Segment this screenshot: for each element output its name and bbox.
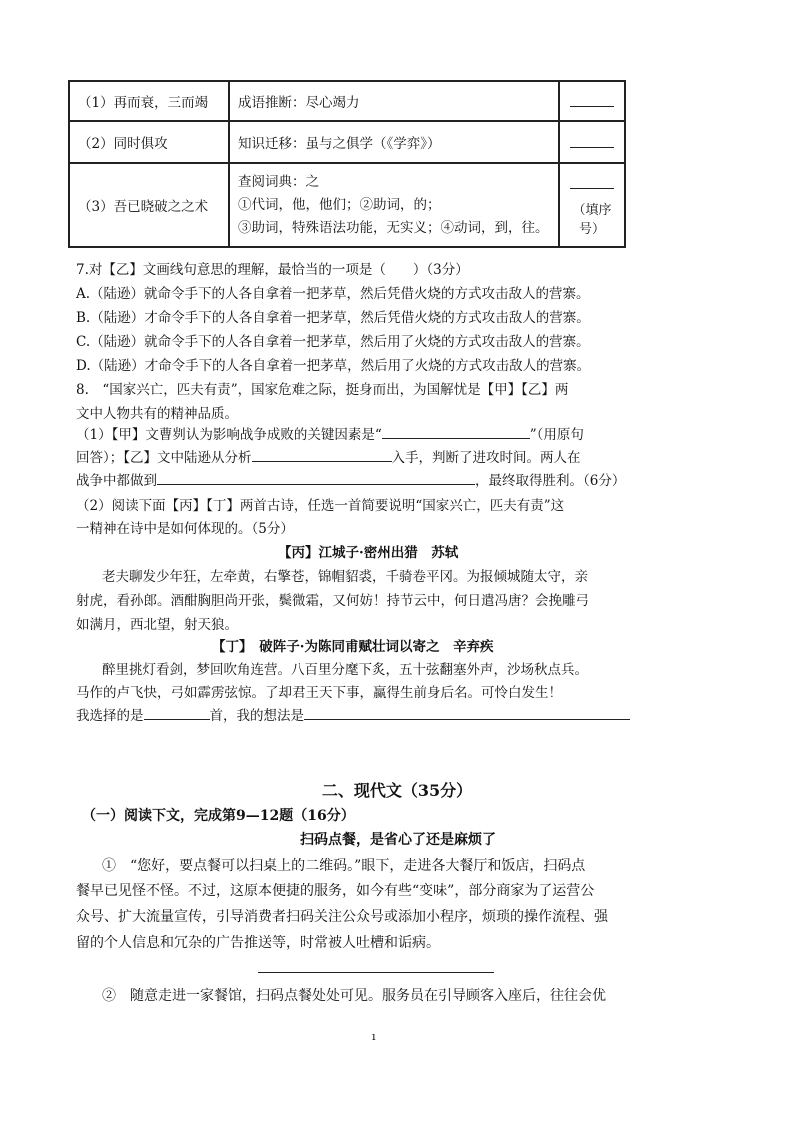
q8-part1-line3: 战争中都做到 ，最终取得胜利。（6分） [76,469,625,489]
word-meaning-table [68,80,626,248]
table-method: 成语推断：尽心竭力 [229,81,559,121]
q7-option-d[interactable]: D.（陆逊）才命令手下的人各自拿着一把茅草，然后用了火烧的方式攻击敌人的营寨。 [76,358,591,374]
q8-part1-line1: （1）【甲】文曹刿认为影响战争成败的关键因素是“ ”（用原句 [76,423,584,443]
q8-part1-line2: 回答）；【乙】文中陆逊从分析 入手，判断了进攻时间。两人在 [76,446,581,466]
table-row [69,163,625,247]
table-phrase: （3）吾已晓破之之术 [69,163,229,247]
q7-stem: 7.对【乙】文画线句意思的理解，最恰当的一项是（ ）（3分） [76,262,469,278]
paragraph-line: ② 随意走进一家餐馆，扫码点餐处处可见。服务员在引导顾客入座后，往往会优 [102,988,606,1004]
subsection-title: （一）阅读下文，完成第9—12题（16分） [82,808,355,824]
table-method: 查阅词典：之 ①代词，他，他们；②助词，的； ③助词，特殊语法功能，无实义；④动词，到，往。 [229,163,559,247]
answer-blank[interactable] [559,163,625,247]
paragraph-line: 留的个人信息和冗杂的广告推送等，时常被人吐槽和诟病。 [76,935,440,951]
q7-option-c[interactable]: C.（陆逊）就命令手下的人各自拿着一把茅草，然后用了火烧的方式攻击敌人的营寨。 [76,334,590,350]
answer-blank[interactable] [559,81,625,121]
section-title: 二、现代文（35分） [321,781,473,800]
q8-part2-line1: （2）阅读下面【丙】【丁】两首古诗，任选一首简要说明“国家兴亡，匹夫有责”这 [76,498,565,514]
poem-bing-line: 如满月，西北望，射天狼。 [76,617,238,633]
table-phrase: （2）同时俱攻 [69,121,229,163]
q7-option-a[interactable]: A.（陆逊）就命令手下的人各自拿着一把茅草，然后凭借火烧的方式攻击敌人的营寨。 [76,286,590,302]
table-row [69,121,625,163]
choice-line: 我选择的是 首，我的想法是 [76,704,630,724]
table-method: 知识迁移：虽与之俱学（《学弈》） [229,121,559,163]
answer-blank[interactable] [382,424,530,439]
poem-ding-line: 马作的卢飞快，弓如霹雳弦惊。了却君王天下事，赢得生前身后名。可怜白发生！ [76,685,562,701]
q8-stem-line1: 8. “国家兴亡，匹夫有责”，国家危难之际，挺身而出，为国解忧是【甲】【乙】两 [76,382,569,398]
q7-option-b[interactable]: B.（陆逊）才命令手下的人各自拿着一把茅草，然后凭借火烧的方式攻击敌人的营寨。 [76,310,590,326]
poem-ding-line: 醉里挑灯看剑，梦回吹角连营。八百里分麾下炙，五十弦翻塞外声，沙场秋点兵。 [102,662,588,678]
poem-ding-title: 【丁】 破阵子·为陈同甫赋壮词以寄之 辛弃疾 [212,639,494,655]
poem-bing-line: 老夫聊发少年狂，左牵黄，右擎苍，锦帽貂裘，千骑卷平冈。为报倾城随太守，亲 [102,569,588,585]
paragraph-line: 餐早已见怪不怪。不过，这原本便捷的服务，如今有些“变味”，部分商家为了运营公 [76,883,595,899]
fill-number-hint: （填序号） [572,202,612,237]
poem-bing-line: 射虎，看孙郎。酒酣胸胆尚开张，鬓微霜，又何妨！持节云中，何日遣冯唐？会挽雕弓 [76,593,589,609]
table-phrase: （1）再而衰，三而竭 [69,81,229,121]
answer-blank[interactable] [144,705,210,720]
article-title: 扫码点餐，是省心了还是麻烦了 [300,832,496,848]
answer-blank[interactable] [559,121,625,163]
answer-blank[interactable] [252,447,392,462]
paragraph-line: 众号、扩大流量宣传，引导消费者扫码关注公众号或添加小程序，烦琐的操作流程、强 [76,909,608,925]
answer-blank[interactable] [157,470,475,485]
page-mark: ı [372,1030,376,1043]
q8-stem-line2: 文中人物共有的精神品质。 [76,406,238,422]
underline-divider [258,972,494,973]
poem-bing-title: 【丙】江城子·密州出猎 苏轼 [278,545,459,561]
table-row [69,81,625,121]
paragraph-line: ① “您好，要点餐可以扫桌上的二维码。”眼下，走进各大餐厅和饭店，扫码点 [102,858,586,874]
q8-part2-line2: 一精神在诗中是如何体现的。（5分） [76,521,294,537]
answer-blank[interactable] [304,705,630,720]
